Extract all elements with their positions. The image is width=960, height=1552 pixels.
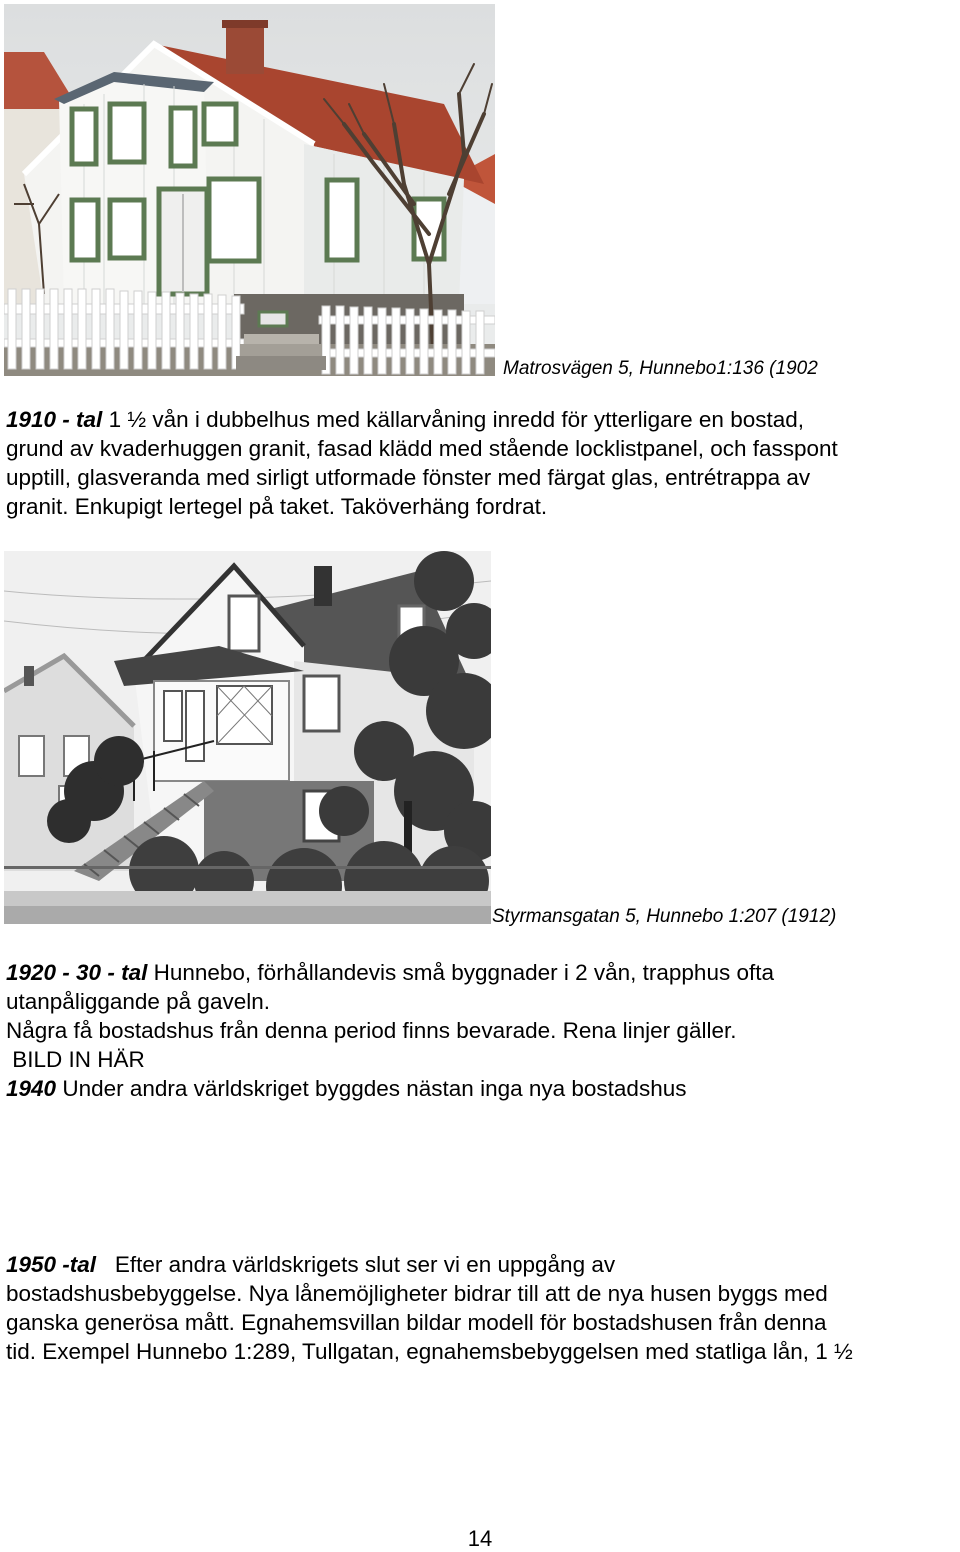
paragraph-line: upptill, glasveranda med sirligt utformade fönster med färgat glas, entrétrappa av [6,465,811,490]
section-heading: 1940 [6,1076,57,1101]
section-1950 [6,1250,853,1366]
section-1910 [6,405,838,521]
photo-caption: Styrmansgatan 5, Hunnebo 1:207 (1912) [492,906,837,927]
paragraph-line: Efter andra världskrigets slut ser vi en uppgång av [114,1252,616,1277]
paragraph-line: ganska generösa mått. Egnahemsvillan bildar modell för bostadshusen från denna [6,1310,827,1335]
section-1920-30 [6,958,774,1103]
section-heading: 1950 -tal [6,1252,97,1277]
paragraph-line: BILD IN HÄR [6,1047,145,1072]
paragraph-line: Några få bostadshus från denna period finns bevarade. Rena linjer gäller. [6,1018,737,1043]
paragraph-line: granit. Enkupigt lertegel på taket. Taköverhäng fordrat. [6,494,548,519]
photo-caption: Matrosvägen 5, Hunnebo1:136 (1902 [503,358,818,379]
paragraph-line: Hunnebo, förhållandevis små byggnader i 2 vån, trapphus ofta [153,960,774,985]
house-photo-matrosvagen [4,4,495,376]
page-number: 14 [467,1526,493,1551]
paragraph-line: bostadshusbebyggelse. Nya lånemöjligheter bidrar till att de nya husen byggs med [6,1281,828,1306]
paragraph-line: utanpåliggande på gaveln. [6,989,270,1014]
house-photo-styrmansgatan [4,551,491,924]
section-heading: 1910 - tal [6,407,103,432]
paragraph-line: Under andra världskriget byggdes nästan inga nya bostadshus [62,1076,687,1101]
paragraph-line: 1 ½ vån i dubbelhus med källarvåning inredd för ytterligare en bostad, [108,407,805,432]
section-heading: 1920 - 30 - tal [6,960,148,985]
paragraph-line: tid. Exempel Hunnebo 1:289, Tullgatan, egnahemsbebyggelsen med statliga lån, 1 ½ [6,1339,853,1364]
paragraph-line: grund av kvaderhuggen granit, fasad klädd med stående locklistpanel, och fasspont [6,436,838,461]
